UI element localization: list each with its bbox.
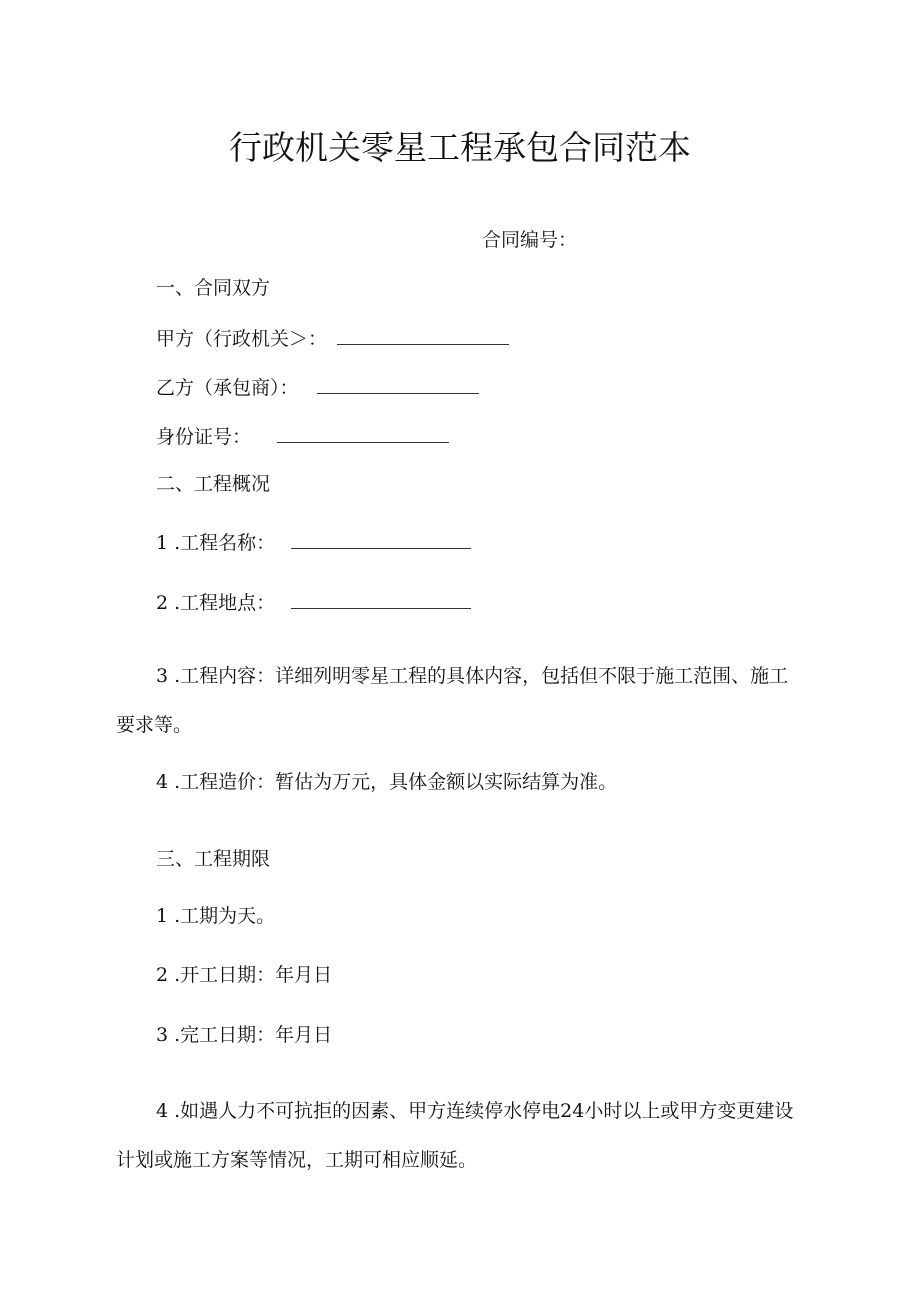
party-a-row (156, 326, 509, 351)
party-b-blank[interactable] (317, 375, 479, 394)
section-2-heading: 二、工程概况 (156, 473, 271, 495)
project-location-blank[interactable] (291, 590, 471, 609)
section-3-heading: 三、工程期限 (156, 848, 271, 870)
party-b-label: 乙方（承包商）： (156, 377, 299, 399)
contract-number-label: 合同编号： (482, 229, 578, 251)
project-content-paragraph: 3 .工程内容：详细列明零星工程的具体内容，包括但不限于施工范围、施工要求等。 (116, 665, 789, 736)
project-cost-line: 4 .工程造价：暂估为万元，具体金额以实际结算为准。 (156, 771, 618, 793)
document-title: 行政机关零星工程承包合同范本 (229, 128, 691, 167)
extension-clause-paragraph: 4 .如遇人力不可抗拒的因素、甲方连续停水停电24小时以上或甲方变更建设计划或施工方案等情况，工期可相应顺延。 (116, 1100, 794, 1171)
id-number-label: 身份证号： (156, 426, 252, 448)
duration-line: 1 .工期为天。 (156, 905, 276, 927)
id-number-blank[interactable] (277, 424, 449, 443)
section-1-heading: 一、合同双方 (156, 277, 271, 299)
project-name-label: 1 .工程名称： (156, 532, 276, 554)
project-name-blank[interactable] (291, 530, 471, 549)
party-b-row (156, 375, 479, 400)
id-number-row (156, 424, 449, 449)
party-a-label: 甲方（行政机关＞： (156, 328, 328, 350)
project-location-label: 2 .工程地点： (156, 592, 276, 614)
project-location-row (156, 590, 471, 615)
end-date-line: 3 .完工日期：年月日 (156, 1024, 333, 1046)
start-date-line: 2 .开工日期：年月日 (156, 964, 333, 986)
project-name-row (156, 530, 471, 555)
party-a-blank[interactable] (337, 326, 509, 345)
